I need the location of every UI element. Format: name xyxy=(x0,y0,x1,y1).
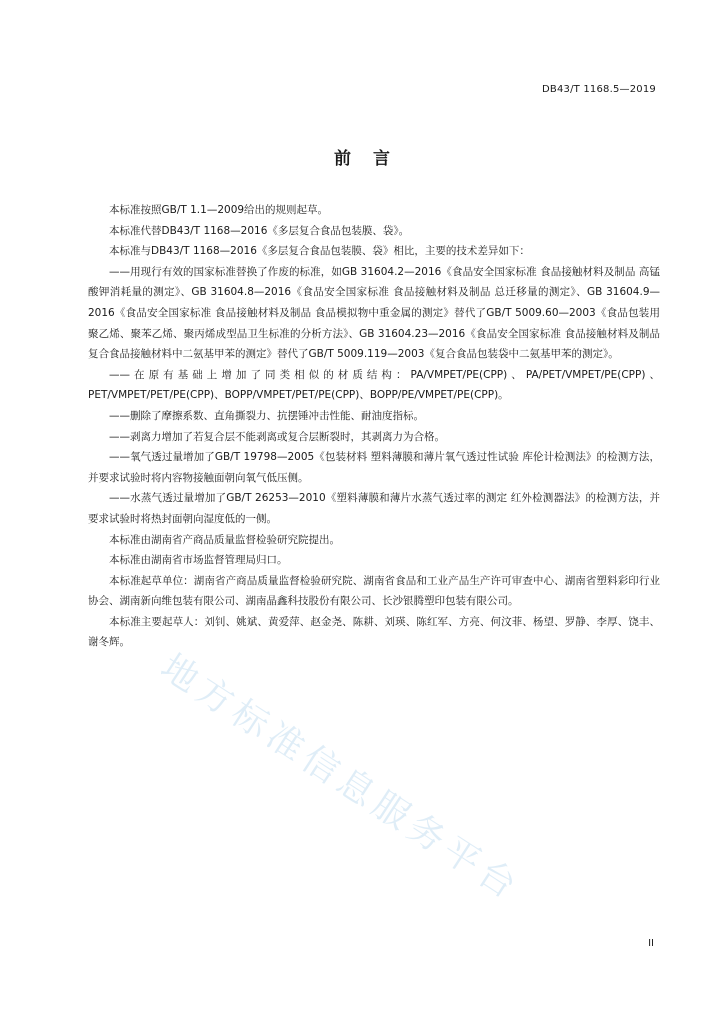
paragraph-difference-peel: ——剥离力增加了若复合层不能剥离或复合层断裂时，其剥离力为合格。 xyxy=(109,430,445,443)
paragraph-differences-intro: 本标准与DB43/T 1168—2016《多层复合食品包装膜、袋》相比，主要的技术差异如下： xyxy=(109,245,530,258)
paragraph-proposer: 本标准由湖南省产商品质量监督检验研究院提出。 xyxy=(109,533,340,546)
paragraph-difference-deleted: ——删除了摩擦系数、直角撕裂力、抗摆锤冲击性能、耐油度指标。 xyxy=(109,409,424,422)
foreword-body xyxy=(88,200,660,653)
paragraph-difference-vapor: ——水蒸气透过量增加了GB/T 26253—2010《塑料薄膜和薄片水蒸气透过率的测定 红外检测器法》的检测方法，并要求试验时将热封面朝向湿度低的一侧。 xyxy=(88,492,660,525)
paragraph-drafters: 本标准主要起草人：刘钊、姚斌、黄爱萍、赵金尧、陈耕、刘瑛、陈红军、方亮、何汶菲、杨望、罗静、李厚、饶丰、谢冬辉。 xyxy=(88,615,660,649)
paragraph-replaces: 本标准代替DB43/T 1168—2016《多层复合食品包装膜、袋》。 xyxy=(109,224,410,237)
paragraph-centralized: 本标准由湖南省市场监督管理局归口。 xyxy=(109,554,288,567)
paragraph-drafting-units: 本标准起草单位：湖南省产商品质量监督检验研究院、湖南省食品和工业产品生产许可审查中心、湖南省塑料彩印行业协会、湖南新向维包装有限公司、湖南晶鑫科技股份有限公司、长沙银腾塑印包装有限公司。 xyxy=(88,574,660,608)
standard-code: DB43/T 1168.5—2019 xyxy=(542,84,656,95)
paragraph-difference-standards: ——用现行有效的国家标准替换了作废的标准，如GB 31604.2—2016《食品安全国家标准 食品接触材料及制品 高锰酸钾消耗量的测定》、GB 31604.8—2016《食品安全国家标准 食品接触材料及制品 总迁移量的测定》、GB 31604.9—2016《食品安全国家标准 食品接触材料及制品 食品模拟物中重金属的测定》替代了GB/T 5009.60—2003《食品包装用聚乙烯、聚苯乙烯、聚丙烯成型品卫生标准的分析方法》、GB 31604.23—2016《食品安全国家标准 食品接触材料及制品 复合食品接触材料中二氨基甲苯的测定》替代了GB/T 5009.119—2003《复合食品包装袋中二氨基甲苯的测定》。 xyxy=(88,265,660,361)
paragraph-difference-oxygen: ——氧气透过量增加了GB/T 19798—2005《包装材料 塑料薄膜和薄片氧气透过性试验 库伦计检测法》的检测方法，并要求试验时将内容物接触面朝向氧气低压侧。 xyxy=(88,451,660,484)
watermark: 地方标准信息服务平台 xyxy=(153,646,528,910)
paragraph-difference-structures: ——在原有基础上增加了同类相似的材质结构：PA/VMPET/PE(CPP)、PA/PET/VMPET/PE(CPP)、PET/VMPET/PET/PE(CPP)、BOPP/VMPET/PET/PE(CPP)、BOPP/PE/VMPET/PE(CPP)。 xyxy=(88,368,660,402)
page-title: 前言 xyxy=(334,149,412,169)
page-number: II xyxy=(648,938,654,949)
paragraph-drafting-rules: 本标准按照GB/T 1.1—2009给出的规则起草。 xyxy=(109,204,329,216)
